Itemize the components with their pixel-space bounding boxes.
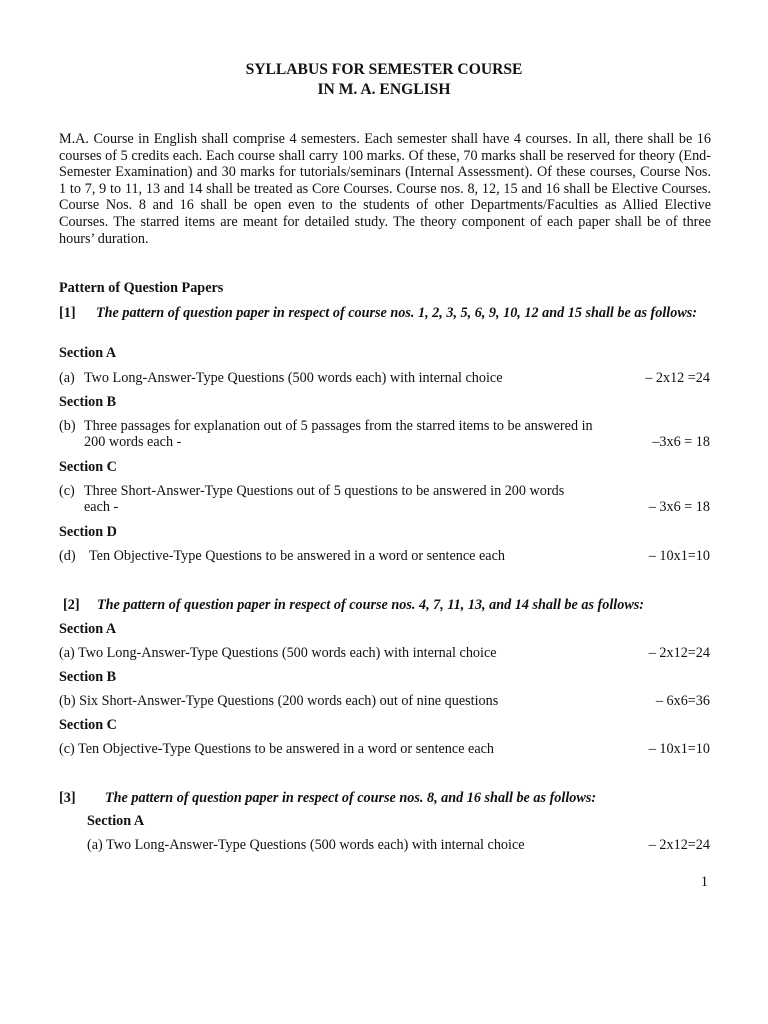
p1-item-b-label: (b) <box>59 418 76 434</box>
p1-section-c-heading: Section C <box>59 459 117 475</box>
p2-item-b-text: (b) Six Short-Answer-Type Questions (200 words each) out of nine questions <box>59 693 499 709</box>
p2-section-c-heading: Section C <box>59 717 117 733</box>
p1-item-c-label: (c) <box>59 483 75 499</box>
intro-paragraph: M.A. Course in English shall comprise 4 semesters. Each semester shall have 4 courses. In all, there shall be 16 courses of 5 credits each. Each course shall carry 100 marks. Of these, 70 marks shall be reserved for theory (End-Semester Examination) and 30 marks for tutorials/seminars (Internal Assessment). Of these courses, Course Nos. 1 to 7, 9 to 11, 13 and 14 shall be treated as Core Courses. Course nos. 8, 12, 15 and 16 shall be Elective Courses. Course Nos. 8 and 16 shall be open even to the students of other Departments/Faculties as Allied Elective Courses. The starred items are meant for detailed study. The theory component of each paper shall be of three hours’ duration. <box>59 131 711 247</box>
title-line-2: IN M. A. ENGLISH <box>317 81 451 98</box>
pattern1-number: [1] <box>59 305 76 321</box>
page-number: 1 <box>700 874 708 890</box>
p2-item-b-marks: – 6x6=36 <box>655 693 710 709</box>
pattern3-text: The pattern of question paper in respect of course nos. 8, and 16 shall be as follows: <box>105 790 597 806</box>
p3-item-a-text: (a) Two Long-Answer-Type Questions (500 words each) with internal choice <box>87 837 525 853</box>
p1-item-c-line1: Three Short-Answer-Type Questions out of 5 questions to be answered in 200 words <box>84 483 565 499</box>
p3-section-a-heading: Section A <box>87 813 145 829</box>
p1-section-a-heading: Section A <box>59 345 117 361</box>
title-line-1: SYLLABUS FOR SEMESTER COURSE <box>245 61 523 78</box>
pattern-heading: Pattern of Question Papers <box>59 280 224 296</box>
p1-item-b-marks: –3x6 = 18 <box>652 434 710 450</box>
pattern2-number: [2] <box>63 597 80 613</box>
p2-item-c-marks: – 10x1=10 <box>648 741 710 757</box>
p2-item-a-text: (a) Two Long-Answer-Type Questions (500 words each) with internal choice <box>59 645 497 661</box>
p1-section-d-heading: Section D <box>59 524 117 540</box>
p1-item-c-line2: each - <box>84 499 119 515</box>
p2-section-a-heading: Section A <box>59 621 117 637</box>
p1-item-a-marks: – 2x12 =24 <box>645 370 710 386</box>
p1-item-d-text: Ten Objective-Type Questions to be answered in a word or sentence each <box>89 548 505 564</box>
p1-item-c-marks: – 3x6 = 18 <box>648 499 710 515</box>
p1-item-a-label: (a) <box>59 370 75 386</box>
p1-item-b-line2: 200 words each - <box>84 434 182 450</box>
p1-item-d-marks: – 10x1=10 <box>648 548 710 564</box>
p2-item-c-text: (c) Ten Objective-Type Questions to be answered in a word or sentence each <box>59 741 495 757</box>
pattern1-text: The pattern of question paper in respect of course nos. 1, 2, 3, 5, 6, 9, 10, 12 and 15 shall be as follows: <box>96 305 698 321</box>
p1-item-d-label: (d) <box>59 548 76 564</box>
p2-item-a-marks: – 2x12=24 <box>648 645 710 661</box>
p1-item-b-line1: Three passages for explanation out of 5 passages from the starred items to be answered in <box>84 418 593 434</box>
pattern2-text: The pattern of question paper in respect of course nos. 4, 7, 11, 13, and 14 shall be as follows: <box>97 597 645 613</box>
p1-item-a-text: Two Long-Answer-Type Questions (500 words each) with internal choice <box>84 370 503 386</box>
p2-section-b-heading: Section B <box>59 669 117 685</box>
p3-item-a-marks: – 2x12=24 <box>648 837 710 853</box>
pattern3-number: [3] <box>59 790 76 806</box>
p1-section-b-heading: Section B <box>59 394 117 410</box>
